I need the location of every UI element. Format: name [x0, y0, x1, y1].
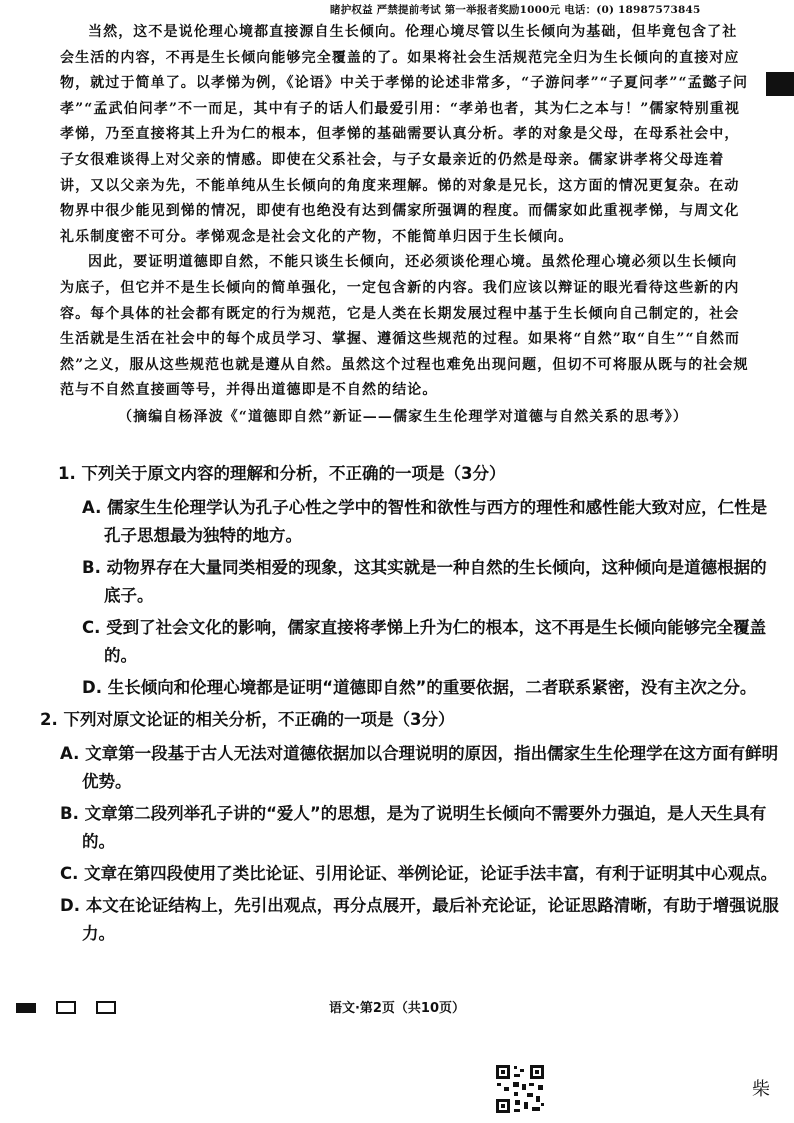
question-stem: 2. 下列对原文论证的相关分析，不正确的一项是（3分）: [40, 710, 455, 729]
passage-source: （摘编自杨泽波《“道德即自然”新证——儒家生生伦理学对道德与自然关系的思考》）: [118, 408, 689, 425]
option-d: D. 生长倾向和伦理心境都是证明“道德即自然”的重要依据，二者联系紧密，没有主次之分。: [82, 678, 757, 697]
option-d: D. 本文在论证结构上，先引出观点，再分点展开，最后补充论证，论证思路清晰，有助于增强说服力。: [60, 896, 779, 943]
reading-passage: [60, 20, 750, 430]
question-stem: 1. 下列关于原文内容的理解和分析，不正确的一项是（3分）: [58, 464, 506, 483]
side-tab-marker: [766, 72, 794, 96]
option-c: C. 文章在第四段使用了类比论证、引用论证、举例论证，论证手法丰富，有利于证明其中心观点。: [60, 864, 778, 883]
corner-character: 柴: [752, 1079, 770, 1100]
page-number: 语文·第2页（共10页）: [328, 1001, 466, 1016]
option-c: C. 受到了社会文化的影响，儒家直接将孝悌上升为仁的根本，这不再是生长倾向能够完全覆盖的。: [82, 618, 767, 665]
option-b: B. 文章第二段列举孔子讲的“爱人”的思想，是为了说明生长倾向不需要外力强迫，是人天生具有的。: [60, 804, 767, 851]
question-1: [40, 460, 780, 702]
passage-paragraph-2: 因此，要证明道德即自然，不能只谈生长倾向，还必须谈伦理心境。虽然伦理心境必须以生长倾向为底子，但它并不是生长倾向的简单强化，一定包含新的内容。我们应该以辩证的眼光看待这些新的内容。每个具体的社会都有既定的行为规范，它是人类在长期发展过程中基于生长倾向自己制定的，社会生活就是生活在社会中的每个成员学习、掌握、遵循这些规范的过程。如果将“自然”取“自生”“自然而然”之义，服从这些规范也就是遵从自然。虽然这个过程也难免出现问题，但切不可将服从既与的社会规范与不自然直接画等号，并得出道德即是不自然的结论。: [60, 254, 749, 399]
option-b: B. 动物界存在大量同类相爱的现象，这其实就是一种自然的生长倾向，这种倾向是道德根据的底子。: [82, 558, 767, 605]
passage-paragraph-1: 当然，这不是说伦理心境都直接源自生长倾向。伦理心境尽管以生长倾向为基础，但毕竟包含了社会生活的内容，不再是生长倾向能够完全覆盖的了。如果将社会生活规范完全归为生长倾向的直接对应物，就过于简单了。以孝悌为例，《论语》中关于孝悌的论述非常多，“子游问孝”“子夏问孝”“孟懿子问孝”“孟武伯问孝”不一而足，其中有子的话人们最爱引用：“孝弟也者，其为仁之本与！”儒家特别重视孝悌，乃至直接将其上升为仁的根本，但孝悌的基础需要认真分析。孝的对象是父母，在母系社会中，子女很难谈得上对父亲的情感。即使在父系社会，与子女最亲近的仍然是母亲。儒家讲孝将父母连着讲，又以父亲为先，不能单纯从生长倾向的角度来理解。悌的对象是兄长，这方面的情况更复杂。在动物界中很少能见到悌的情况，即使有也绝没有达到儒家所强调的程度。而儒家如此重视孝悌，与周文化礼乐制度密不可分。孝悌观念是社会文化的产物，不能简单归因于生长倾向。: [60, 24, 749, 245]
questions-section: [40, 460, 780, 952]
exam-header: 睹护权益 严禁提前考试 第一举报者奖励1000元 电话：(0) 18987573845: [330, 4, 701, 16]
question-2: [40, 706, 780, 948]
option-a: A. 儒家生生伦理学认为孔子心性之学中的智性和欲性与西方的理性和感性能大致对应，仁性是孔子思想最为独特的地方。: [82, 498, 768, 545]
option-a: A. 文章第一段基于古人无法对道德依据加以合理说明的原因，指出儒家生生伦理学在这方面有鲜明优势。: [60, 744, 779, 791]
qr-code-icon: [494, 1063, 546, 1115]
